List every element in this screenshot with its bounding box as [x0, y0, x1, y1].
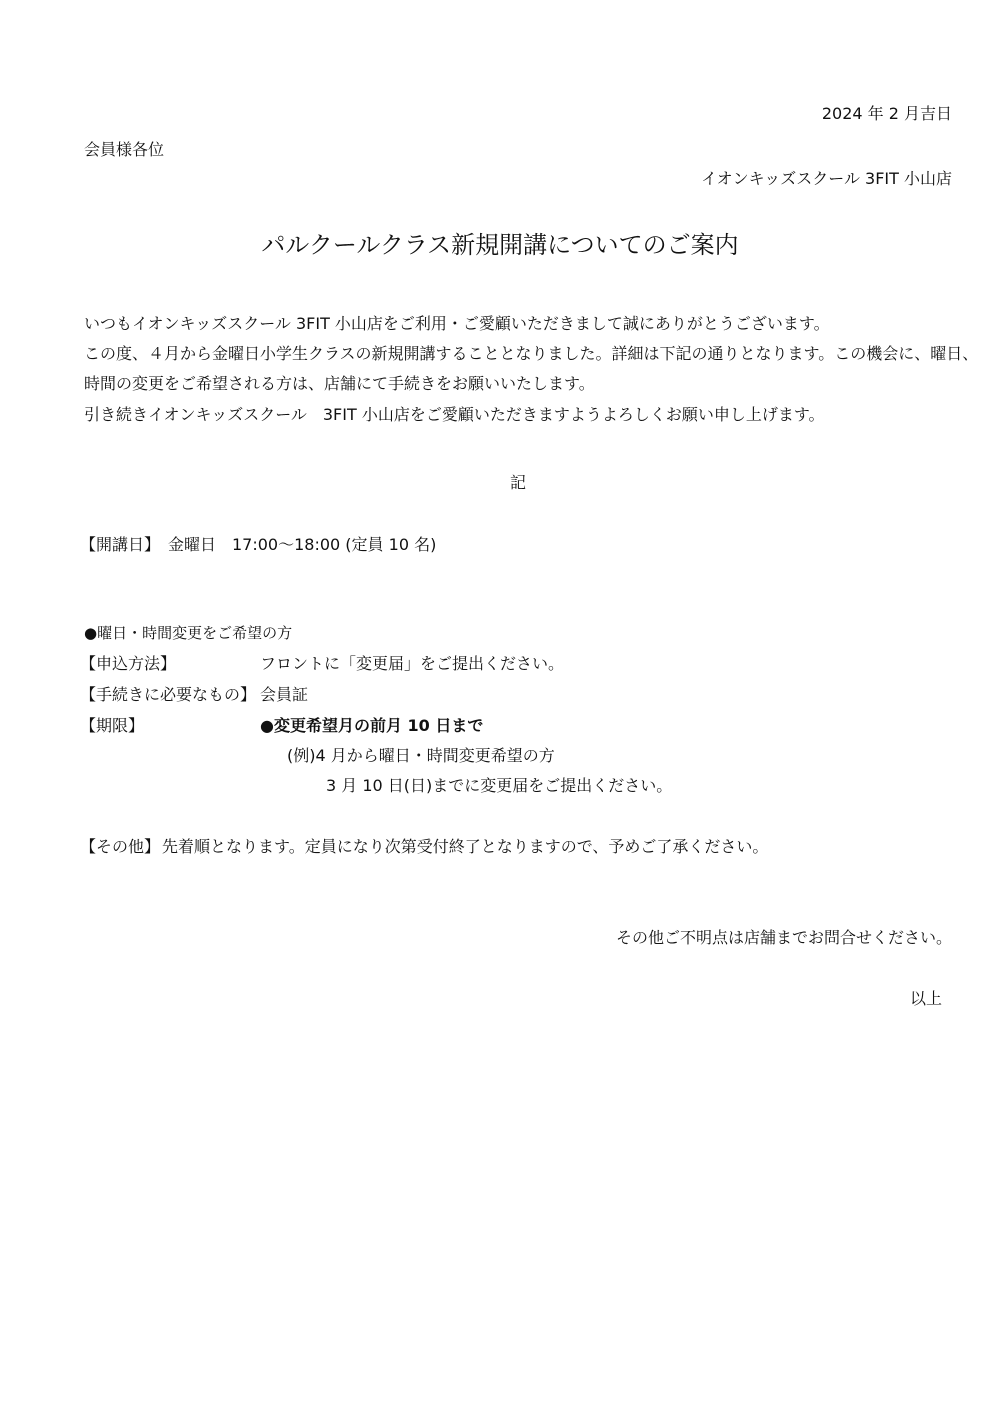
issue-date: 2024 年 2 月吉日 [821, 104, 952, 123]
deadline-row [80, 716, 680, 736]
opening-day-value: 金曜日 17:00～18:00 (定員 10 名) [168, 535, 437, 554]
closing-mark: 以上 [909, 989, 942, 1008]
ki-mark: 記 [510, 473, 527, 492]
opening-day-row [80, 535, 580, 555]
example-line-2: 3 月 10 日(日)までに変更届をご提出ください。 [326, 776, 673, 795]
other-label: 【その他】 [80, 837, 161, 856]
body-line-3: 時間の変更をご希望される方は、店舗にて手続きをお願いいたします。 [84, 374, 595, 393]
other-value: 先着順となります。定員になり次第受付終了となりますので、予めご了承ください。 [162, 837, 769, 856]
recipient: 会員様各位 [84, 140, 165, 159]
deadline-value: ●変更希望月の前月 10 日まで [260, 716, 484, 735]
sender: イオンキッズスクール 3FIT 小山店 [701, 169, 952, 188]
example-line-1: (例)4 月から曜日・時間変更希望の方 [287, 746, 555, 765]
method-label: 【申込方法】 [80, 654, 177, 673]
body-line-4: 引き続きイオンキッズスクール 3FIT 小山店をご愛顧いただきますようよろしくお願い申し上げます。 [84, 405, 825, 424]
required-row [80, 685, 680, 705]
required-label: 【手続きに必要なもの】 [80, 685, 257, 704]
change-heading: ●曜日・時間変更をご希望の方 [84, 624, 293, 642]
required-value: 会員証 [260, 685, 309, 704]
method-row [80, 654, 680, 674]
other-row [80, 837, 840, 857]
body-line-1: いつもイオンキッズスクール 3FIT 小山店をご利用・ご愛顧いただきまして誠にありがとうございます。 [84, 314, 830, 333]
body-line-2: この度、４月から金曜日小学生クラスの新規開講することとなりました。詳細は下記の通りとなります。この機会に、曜日、 [84, 344, 979, 363]
opening-day-label: 【開講日】 [80, 535, 161, 554]
method-value: フロントに「変更届」をご提出ください。 [260, 654, 565, 673]
deadline-label: 【期限】 [80, 716, 145, 735]
inquiry-note: その他ご不明点は店舗までお問合せください。 [615, 928, 952, 947]
document-title: パルクールクラス新規開講についてのご案内 [261, 231, 739, 259]
